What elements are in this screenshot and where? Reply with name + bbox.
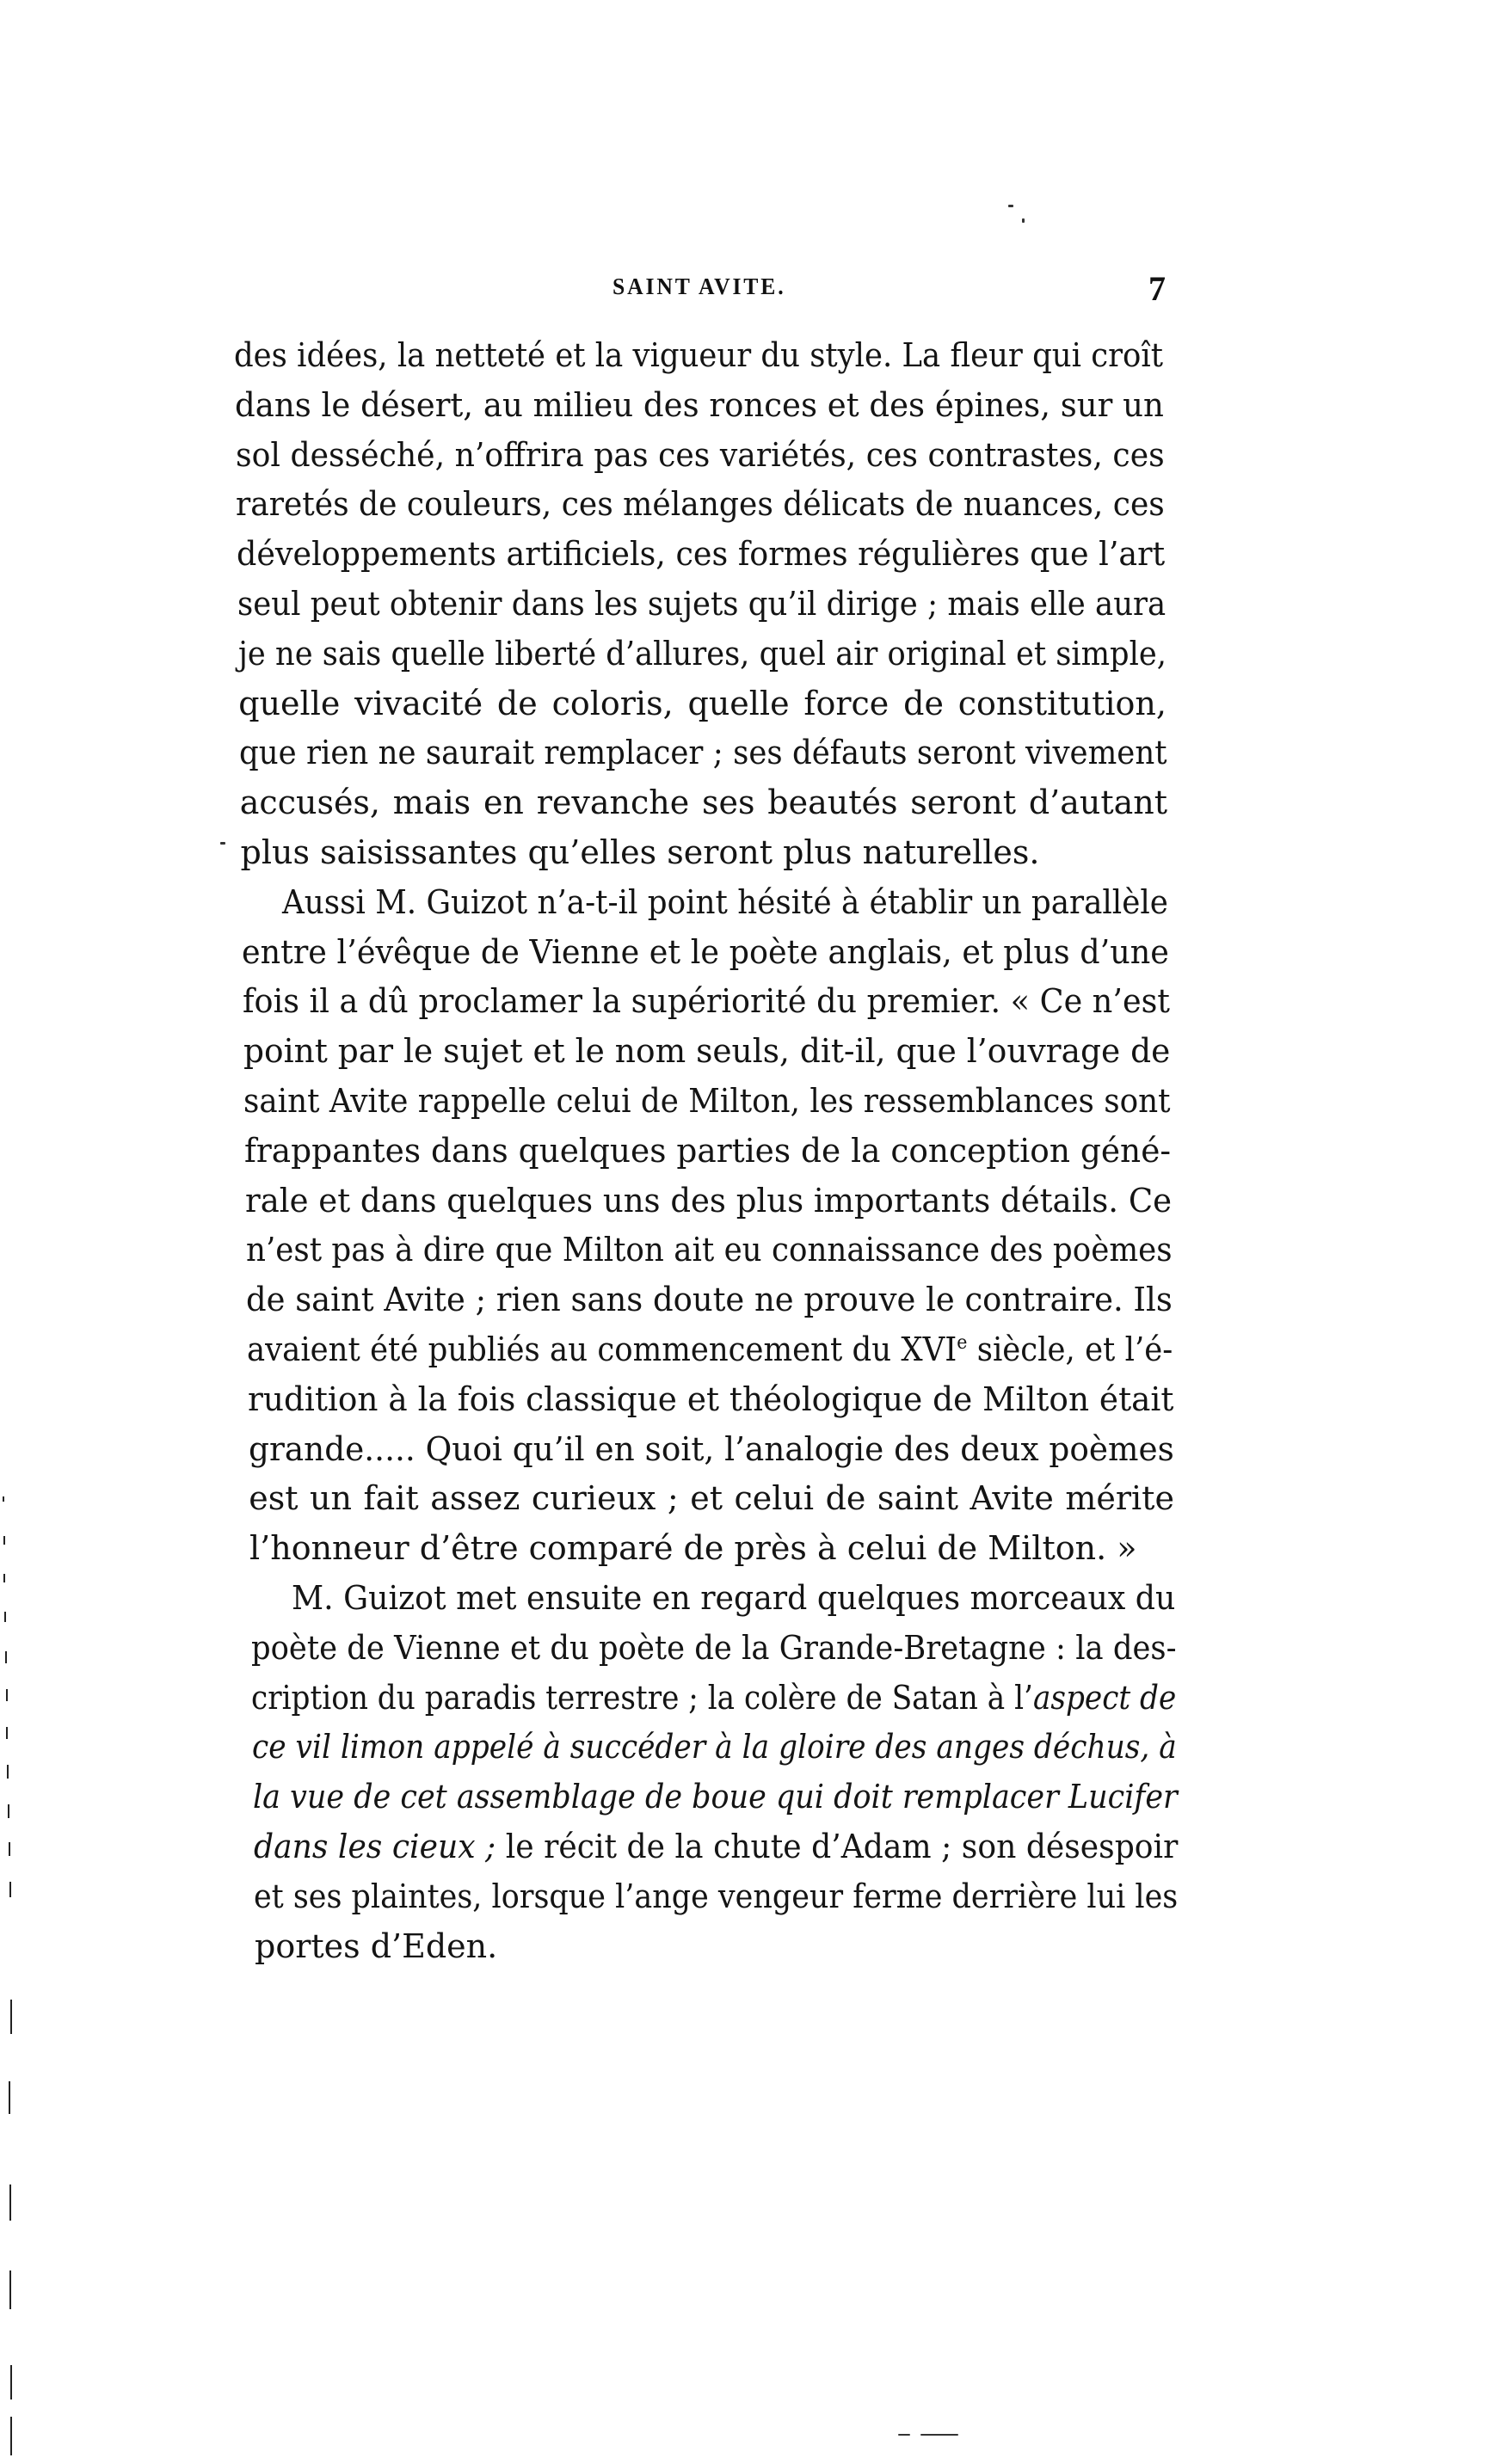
text-line <box>249 1477 1174 1520</box>
line-text: avaient été publiés au commencement du XVI <box>247 1330 957 1368</box>
line-text: l’honneur d’être comparé de près à celui de Milton. » <box>249 1529 1137 1568</box>
scan-margin-mark <box>4 1612 6 1622</box>
scan-margin-mark <box>3 1574 5 1582</box>
scan-margin-mark <box>10 2417 12 2455</box>
text-line <box>242 931 1169 974</box>
line-text: seul peut obtenir dans les sujets qu’il dirige ; mais elle aura <box>237 585 1166 623</box>
scan-margin-mark <box>9 1842 10 1856</box>
line-text: quelle vivacité de coloris, quelle force de constitution, <box>238 684 1167 722</box>
text-line <box>237 582 1166 625</box>
scan-speck <box>898 2434 910 2436</box>
scan-margin-mark <box>3 1496 4 1502</box>
line-text: n’est pas à dire que Milton ait eu connaissance des poèmes <box>245 1231 1173 1269</box>
scan-margin-mark <box>9 2081 10 2114</box>
text-line <box>251 1626 1176 1669</box>
scan-margin-mark <box>7 1765 9 1779</box>
scan-speck <box>220 842 225 845</box>
scan-margin-mark <box>10 2000 12 2034</box>
scan-margin-mark <box>9 2184 11 2221</box>
text-line <box>244 1129 1171 1172</box>
text-line <box>236 482 1164 525</box>
line-text: que rien ne saurait remplacer ; ses défauts seront vivement <box>239 734 1167 772</box>
line-text: sol desséché, n’offrira pas ces variétés, ces contrastes, ces <box>235 435 1165 474</box>
scan-margin-mark <box>9 1882 11 1897</box>
italic-text: ce vil limon appelé à succéder à la gloire des anges déchus, à <box>252 1728 1177 1767</box>
text-line <box>252 1725 1177 1768</box>
scan-margin-mark <box>10 2365 12 2399</box>
line-text: rudition à la fois classique et théologique de Milton était <box>247 1379 1174 1418</box>
text-line <box>245 1179 1172 1222</box>
line-text: des idées, la netteté et la vigueur du style. La fleur qui croît <box>234 336 1163 374</box>
line-text: est un fait assez curieux ; et celui de saint Avite mérite <box>249 1479 1174 1518</box>
text-line <box>243 1079 1170 1122</box>
text-line <box>246 1278 1172 1321</box>
scan-margin-mark <box>9 2270 11 2309</box>
text-line <box>248 1378 1173 1421</box>
italic-text: la vue de cet assemblage de boue qui doit remplacer Lucifer <box>252 1778 1178 1816</box>
line-text: développements artificiels, ces formes régulières que l’art <box>237 535 1166 574</box>
line-text: poète de Vienne et du poète de la Grande-Bretagne : la des- <box>250 1628 1177 1667</box>
scan-margin-mark <box>3 1536 5 1545</box>
line-text: point par le sujet et le nom seuls, dit-il, que l’ouvrage de <box>243 1032 1170 1071</box>
text-line <box>247 1328 1173 1371</box>
line-text: siècle, et l’é- <box>967 1330 1173 1368</box>
text-line <box>282 881 1168 924</box>
running-head: SAINT AVITE. <box>612 273 786 299</box>
text-line <box>240 781 1167 824</box>
text-line <box>249 1527 1175 1570</box>
text-line <box>238 682 1167 725</box>
italic-text: aspect de <box>1033 1678 1177 1717</box>
line-text: portes d’Eden. <box>255 1926 498 1965</box>
text-line <box>246 1228 1173 1271</box>
line-text: cription du paradis terrestre ; la colère de Satan à l’ <box>251 1678 1034 1717</box>
line-text: plus saisissantes qu’elles seront plus naturelles. <box>240 833 1040 871</box>
text-line <box>254 1875 1178 1918</box>
text-line <box>254 1825 1178 1868</box>
line-text: saint Avite rappelle celui de Milton, les ressemblances sont <box>243 1082 1171 1120</box>
line-text: grande..... Quoi qu’il en soit, l’analogie des deux poèmes <box>248 1429 1174 1468</box>
scan-margin-mark <box>5 1651 7 1663</box>
text-line <box>236 433 1165 476</box>
page-number: 7 <box>1148 269 1166 308</box>
text-line <box>249 1428 1174 1471</box>
line-text: raretés de couleurs, ces mélanges délicats de nuances, ces <box>236 485 1166 524</box>
text-line <box>292 1576 1175 1619</box>
line-text: je ne sais quelle liberté d’allures, quel air original et simple, <box>237 634 1167 673</box>
scan-margin-mark <box>6 1727 8 1739</box>
scan-speck <box>920 2434 958 2436</box>
line-text: le récit de la chute d’Adam ; son désespoir <box>495 1828 1178 1865</box>
line-text: Aussi M. Guizot n’a-t-il point hésité à établir un parallèle <box>282 882 1169 921</box>
text-line <box>253 1775 1178 1818</box>
text-line <box>234 334 1163 377</box>
text-line <box>243 980 1170 1023</box>
line-text: de saint Avite ; rien sans doute ne prouve le contraire. Ils <box>246 1281 1173 1319</box>
line-text: fois il a dû proclamer la supériorité du premier. « Ce n’est <box>242 982 1170 1021</box>
scan-margin-mark <box>8 1804 9 1818</box>
text-line <box>243 1029 1170 1072</box>
line-text: accusés, mais en revanche ses beautés seront d’autant <box>239 783 1168 822</box>
line-text: et ses plaintes, lorsque l’ange vengeur ferme derrière lui les <box>254 1877 1179 1915</box>
scan-margin-mark <box>6 1689 8 1701</box>
text-line <box>235 384 1164 427</box>
text-line <box>241 831 1168 874</box>
text-line <box>239 731 1167 774</box>
text-line <box>251 1676 1176 1719</box>
line-text: M. Guizot met ensuite en regard quelques morceaux du <box>291 1579 1176 1617</box>
scan-speck <box>1022 218 1025 223</box>
text-line <box>255 1925 1179 1968</box>
text-line <box>237 532 1165 575</box>
line-text: entre l’évêque de Vienne et le poète anglais, et plus d’une <box>242 932 1169 971</box>
text-line <box>238 632 1167 675</box>
scan-speck <box>1008 205 1013 207</box>
line-text: frappantes dans quelques parties de la conception géné- <box>244 1131 1172 1170</box>
italic-text: dans les cieux ; <box>253 1828 496 1865</box>
line-text: rale et dans quelques uns des plus importants détails. Ce <box>244 1181 1172 1220</box>
superscript: e <box>957 1332 968 1354</box>
line-text: dans le désert, au milieu des ronces et des épines, sur un <box>234 385 1164 424</box>
